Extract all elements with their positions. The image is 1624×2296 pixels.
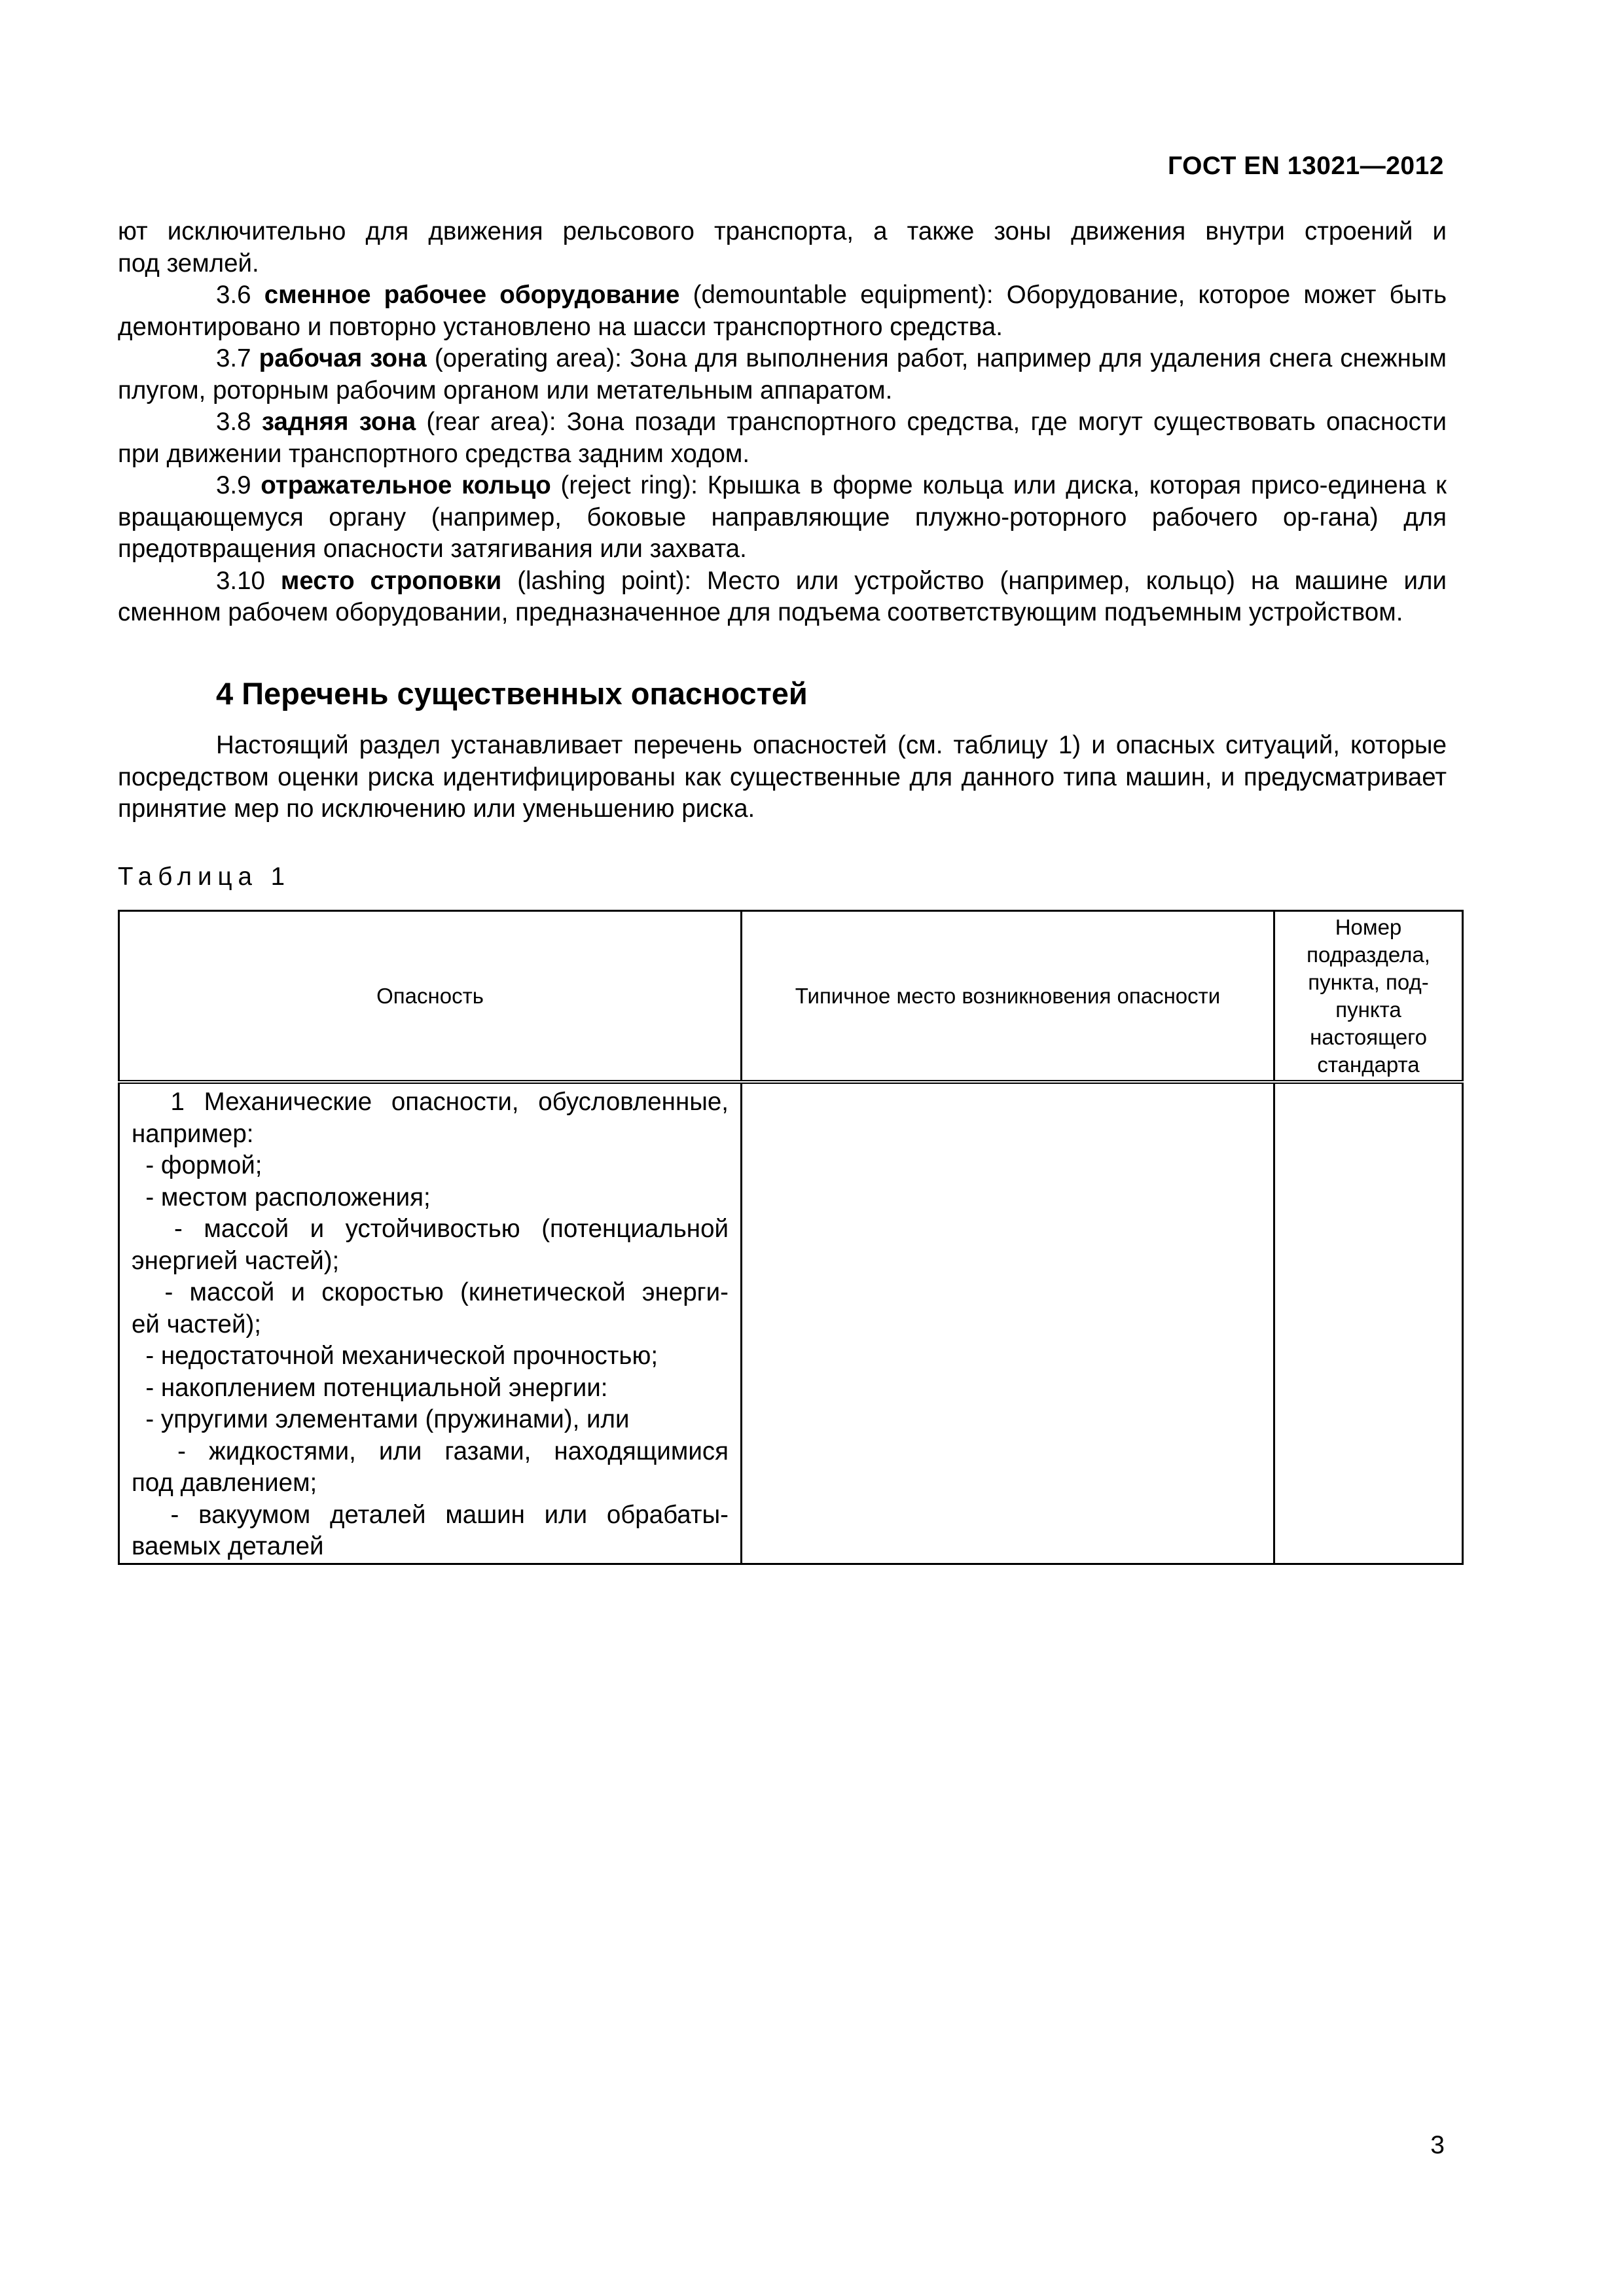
- hazard-list-line: - массой и устойчивостью (потенциальной: [132, 1215, 729, 1243]
- section-body: [118, 730, 1447, 825]
- document-header-standard: ГОСТ EN 13021—2012: [1167, 152, 1444, 180]
- hazard-list-line: под давлением;: [132, 1469, 317, 1497]
- hazard-list-line: например:: [132, 1119, 254, 1148]
- definition-3-7: [118, 343, 1447, 406]
- definition-text: (reject ring): Крышка в форме кольца или диска, которая присо-единена к вращающемуся органу (например, боковые направляющие плужно-роторного рабочего ор-гана) для предотвращения опасности затягивания или захвата.: [118, 471, 1447, 563]
- table-caption: Таблица 1: [118, 863, 291, 891]
- hazard-list-line: 1 Механические опасности, обусловленные,: [132, 1088, 729, 1116]
- table-header-row: [119, 911, 1463, 1083]
- definition-number: 3.7: [216, 344, 251, 372]
- definition-term: сменное рабочее оборудование: [264, 281, 680, 309]
- definition-number: 3.10: [216, 566, 265, 595]
- continuation-paragraph: [118, 216, 1447, 248]
- hazard-list-line: ваемых деталей: [132, 1532, 324, 1560]
- definition-3-10: [118, 565, 1447, 629]
- location-cell: [742, 1082, 1274, 1564]
- section-paragraph: Настоящий раздел устанавливает перечень опасностей (см. таблицу 1) и опасных ситуаций, которые посредством оценки риска идентифицированы как существенные для данного типа машин, и предусматривает принятие мер по исключению или уменьшению риска.: [118, 731, 1447, 823]
- definition-text: (lashing point): Место или устройство (например, кольцо) на машине или сменном рабочем оборудовании, предназначенное для подъема соответствующим подъемным устройством.: [118, 566, 1447, 626]
- definition-text: (operating area): Зона для выполнения работ, например для удаления снега снежным плугом, роторным рабочим органом или метательным аппаратом.: [118, 344, 1447, 404]
- definition-3-9: [118, 470, 1447, 565]
- continuation-line-1: ют исключительно для движения рельсового транспорта, а также зоны движения внутри строений и: [118, 217, 1447, 245]
- hazard-list-line: энергией частей);: [132, 1246, 340, 1275]
- header-location: Типичное место возникновения опасности: [742, 911, 1274, 1083]
- hazard-list-line: - жидкостями, или газами, находящимися: [132, 1437, 729, 1465]
- hazard-list-line: - вакуумом деталей машин или обрабаты-: [132, 1500, 729, 1529]
- definition-number: 3.6: [216, 281, 251, 309]
- definition-3-8: [118, 406, 1447, 470]
- continuation-line-2: под землей.: [118, 249, 259, 278]
- definition-3-6: [118, 279, 1447, 343]
- hazard-list-line: - местом расположения;: [132, 1183, 431, 1211]
- definition-text: (rear area): Зона позади транспортного средства, где могут существовать опасности при движении транспортного средства задним ходом.: [118, 408, 1447, 468]
- definitions-block: [118, 216, 1447, 629]
- continuation-paragraph-end: [118, 248, 1447, 280]
- hazard-list-line: - накоплением потенциальной энергии:: [132, 1373, 608, 1402]
- hazard-cell: [119, 1082, 742, 1564]
- hazards-table: [118, 910, 1464, 1565]
- table-row: [119, 1082, 1463, 1564]
- definition-term: рабочая зона: [259, 344, 427, 372]
- clause-cell: [1274, 1082, 1463, 1564]
- hazard-list-line: ей частей);: [132, 1310, 261, 1338]
- hazard-list-line: - недостаточной механической прочностью;: [132, 1342, 659, 1370]
- definition-number: 3.9: [216, 471, 251, 499]
- definition-term: отражательное кольцо: [261, 471, 551, 499]
- definition-term: место строповки: [280, 566, 502, 595]
- section-heading: 4 Перечень существенных опасностей: [216, 676, 808, 711]
- header-hazard: Опасность: [119, 911, 742, 1083]
- header-clause-number: Номер подраздела, пункта, под-пункта настоящего стандарта: [1274, 911, 1463, 1083]
- definition-text: (demountable equipment): Оборудование, которое может быть демонтировано и повторно установлено на шасси транспортного средства.: [118, 281, 1447, 341]
- page-number: 3: [1430, 2131, 1445, 2159]
- hazard-list-line: - упругими элементами (пружинами), или: [132, 1405, 630, 1433]
- hazard-list-line: - формой;: [132, 1151, 262, 1179]
- hazard-list-line: - массой и скоростью (кинетической энерги-: [132, 1278, 729, 1306]
- definition-number: 3.8: [216, 408, 251, 436]
- definition-term: задняя зона: [261, 408, 416, 436]
